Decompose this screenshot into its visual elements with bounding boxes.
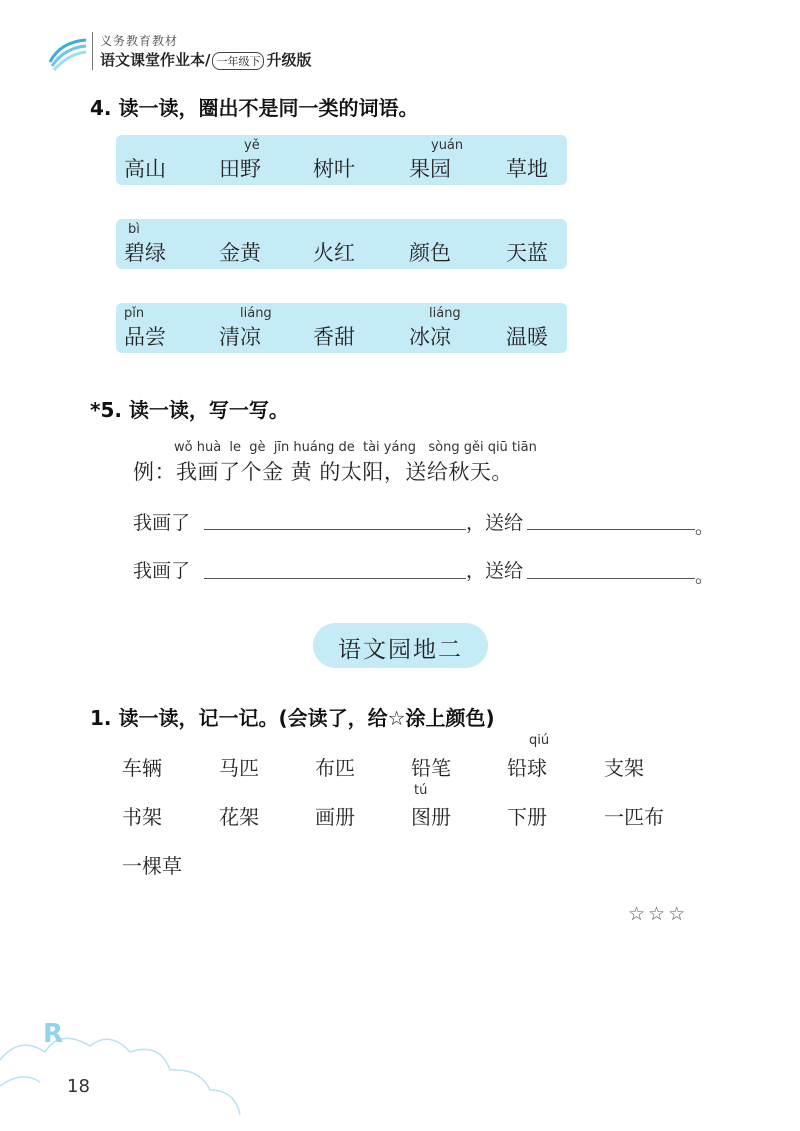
header-series: 义务教育教材 xyxy=(100,34,179,48)
section-title-pill xyxy=(313,623,488,668)
answer-blank-1b[interactable] xyxy=(527,529,695,530)
q4-word-row-3 xyxy=(116,303,567,353)
word[interactable]: 树叶 xyxy=(313,157,355,181)
vocab-item: 一棵草 xyxy=(122,854,182,878)
vocab-item: 支架 xyxy=(604,756,644,780)
header-title xyxy=(100,49,312,70)
vocab-item: 图册 xyxy=(411,805,451,829)
header-grade: 一年级下 xyxy=(212,52,264,70)
example-sentence: 例：我画了个金 黄 的太阳，送给秋天。 xyxy=(133,460,513,484)
word[interactable]: 草地 xyxy=(506,157,548,181)
q4-word-row-1 xyxy=(116,135,567,185)
rating-stars[interactable]: ☆☆☆ xyxy=(628,903,689,925)
word[interactable]: 颜色 xyxy=(409,241,451,265)
vocab-item: 铅球 xyxy=(507,756,547,780)
header-title-right: 升级版 xyxy=(266,51,312,69)
pinyin: yě xyxy=(244,138,260,153)
fill-row-2 xyxy=(133,556,190,583)
word[interactable]: 香甜 xyxy=(313,325,355,349)
cloud-decoration-icon xyxy=(0,990,260,1131)
word[interactable]: 火红 xyxy=(313,241,355,265)
fill-row-1 xyxy=(133,508,190,535)
word[interactable]: 冰凉 xyxy=(409,325,451,349)
row-end-1: 。 xyxy=(695,516,715,538)
word[interactable]: 高山 xyxy=(124,157,166,181)
pinyin: pǐn xyxy=(124,306,145,321)
word[interactable]: 天蓝 xyxy=(506,241,548,265)
q5-title: *5. 读一读，写一写。 xyxy=(90,398,289,422)
q1-title: 1. 读一读，记一记。(会读了，给☆涂上颜色) xyxy=(90,706,495,730)
row-mid-1: ，送给 xyxy=(466,512,524,534)
svg-text:R: R xyxy=(43,1019,64,1049)
word[interactable]: 金黄 xyxy=(219,241,261,265)
word[interactable]: 品尝 xyxy=(124,325,166,349)
header-title-left: 语文课堂作业本/ xyxy=(100,51,211,69)
example-pinyin: wǒ huà le gè jīn huáng de tài yáng sòng gěi qiū tiān xyxy=(174,440,537,455)
pinyin: qiú xyxy=(529,733,550,748)
vocab-item: 铅笔 xyxy=(411,756,451,780)
vocab-item: 马匹 xyxy=(219,756,259,780)
q4-title: 4. 读一读，圈出不是同一类的词语。 xyxy=(90,96,419,120)
header-divider xyxy=(92,32,93,70)
q4-word-row-2 xyxy=(116,219,567,269)
word[interactable]: 田野 xyxy=(219,157,261,181)
word[interactable]: 温暖 xyxy=(506,325,548,349)
vocab-item: 车辆 xyxy=(122,756,162,780)
answer-blank-2a[interactable] xyxy=(204,578,466,579)
pinyin: bì xyxy=(128,222,140,237)
word[interactable]: 果园 xyxy=(409,157,451,181)
pinyin: tú xyxy=(414,783,428,798)
section-title: 语文园地二 xyxy=(338,637,463,663)
page-number: 18 xyxy=(67,1076,90,1097)
row-prefix: 我画了 xyxy=(133,512,191,534)
pinyin: yuán xyxy=(431,138,464,153)
row-end-2: 。 xyxy=(695,565,715,587)
row-mid-2: ，送给 xyxy=(466,560,524,582)
vocab-item: 下册 xyxy=(507,805,547,829)
answer-blank-2b[interactable] xyxy=(527,578,695,579)
vocab-item: 花架 xyxy=(219,805,259,829)
word[interactable]: 碧绿 xyxy=(124,241,166,265)
vocab-item: 一匹布 xyxy=(604,805,664,829)
word[interactable]: 清凉 xyxy=(219,325,261,349)
answer-blank-1a[interactable] xyxy=(204,529,466,530)
publisher-logo-icon xyxy=(46,36,90,72)
row-prefix: 我画了 xyxy=(133,560,191,582)
vocab-item: 布匹 xyxy=(315,756,355,780)
pinyin: liáng xyxy=(429,306,461,321)
pinyin: liáng xyxy=(240,306,272,321)
vocab-item: 画册 xyxy=(315,805,355,829)
vocab-item: 书架 xyxy=(122,805,162,829)
